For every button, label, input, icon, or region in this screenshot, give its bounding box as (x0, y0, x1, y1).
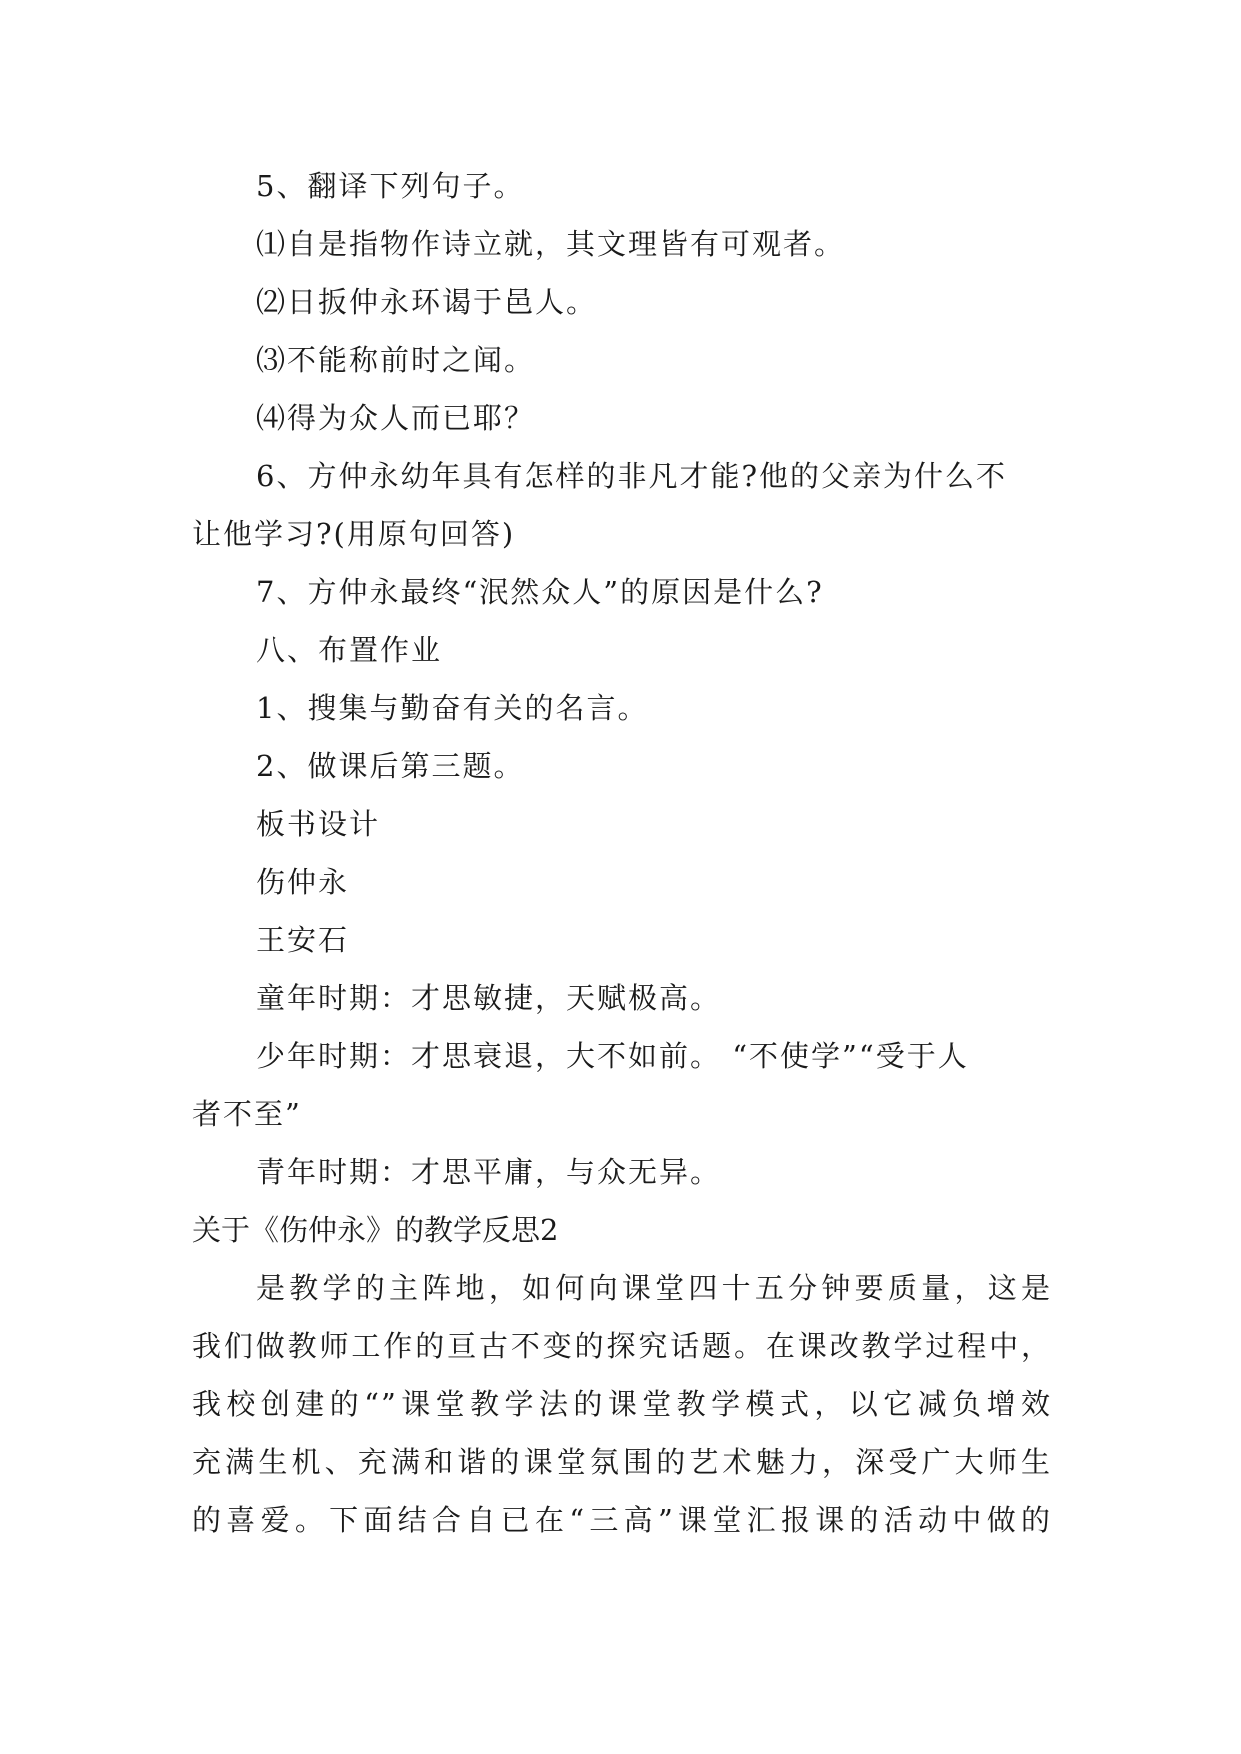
paragraph-line-4: 充满生机、充满和谐的课堂氛围的艺术魅力，深受广大师生 (192, 1445, 1052, 1479)
board-youth-line-2: 者不至” (192, 1097, 302, 1131)
board-design-heading: 板书设计 (256, 807, 381, 841)
board-youth-line-1: 少年时期：才思衰退，大不如前。 “不使学”“受于人 (256, 1039, 969, 1073)
exercise-5-item-1: ⑴自是指物作诗立就，其文理皆有可观者。 (256, 227, 846, 261)
paragraph-line-1: 是教学的主阵地，如何向课堂四十五分钟要质量，这是 (256, 1271, 1052, 1305)
paragraph-line-3: 我校创建的“”课堂教学法的课堂教学模式，以它减负增效 (192, 1387, 1052, 1421)
paragraph-line-2: 我们做教师工作的亘古不变的探究话题。在课改教学过程中， (192, 1329, 1052, 1363)
exercise-5-item-3: ⑶不能称前时之闻。 (256, 343, 536, 377)
section-title: 关于《伤仲永》的教学反思2 (192, 1213, 559, 1247)
exercise-5-item-2: ⑵日扳仲永环谒于邑人。 (256, 285, 598, 319)
exercise-5-item-4: ⑷得为众人而已耶？ (256, 401, 536, 435)
exercise-7: 7、方仲永最终“泯然众人”的原因是什么? (256, 575, 824, 609)
homework-item-1: 1、搜集与勤奋有关的名言。 (256, 691, 649, 725)
exercise-6-line-1: 6、方仲永幼年具有怎样的非凡才能?他的父亲为什么不 (256, 459, 1007, 493)
homework-item-2: 2、做课后第三题。 (256, 749, 525, 783)
board-title: 伤仲永 (256, 865, 350, 899)
section-8-heading: 八、布置作业 (256, 633, 443, 667)
board-adulthood: 青年时期：才思平庸，与众无异。 (256, 1155, 722, 1189)
board-author: 王安石 (256, 923, 350, 957)
exercise-5-heading: 5、翻译下列句子。 (256, 169, 525, 203)
exercise-6-line-2: 让他学习?(用原句回答) (192, 517, 516, 551)
paragraph-line-5: 的喜爱。下面结合自已在“三高”课堂汇报课的活动中做的 (192, 1503, 1052, 1537)
board-childhood: 童年时期：才思敏捷，天赋极高。 (256, 981, 722, 1015)
